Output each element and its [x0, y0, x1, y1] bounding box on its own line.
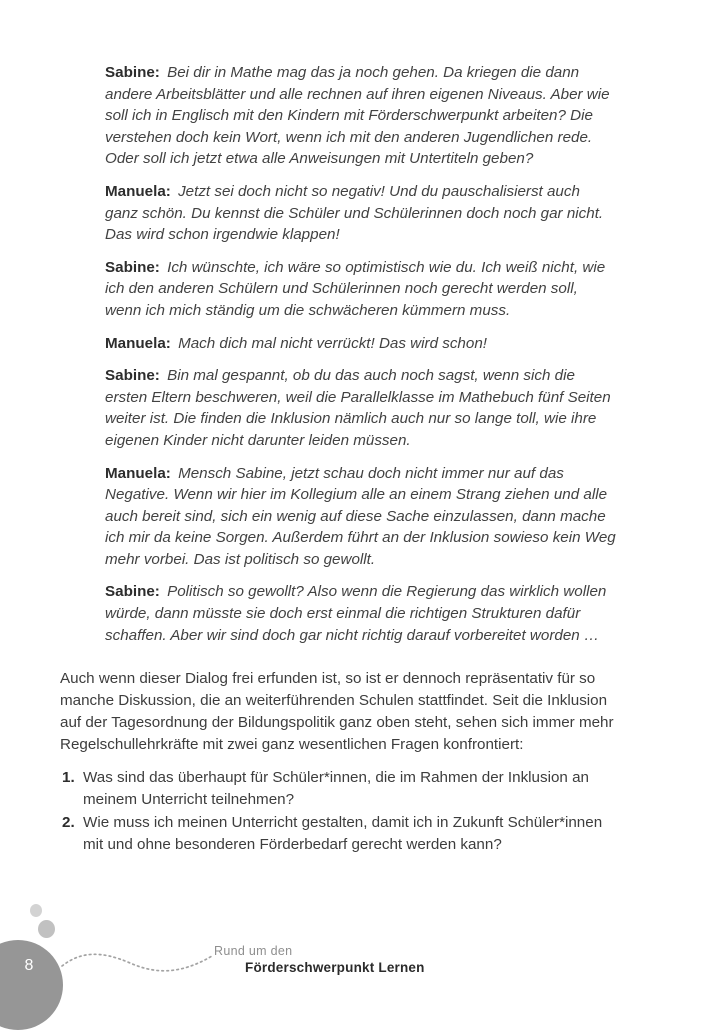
- speech-text: Jetzt sei doch nicht so negativ! Und du pauschalisierst auch ganz schön. Du kennst die Schüler und Schülerinnen doch noch gar nicht. Das wird schon irgendwie klappen!: [105, 182, 604, 244]
- speaker-name: Sabine:: [105, 367, 160, 385]
- speech-text: Ich wünschte, ich wäre so optimistisch wie du. Ich weiß nicht, wie ich den anderen Schülern und Schülerinnen noch gerecht werden soll, wenn ich mich ständig um die schwächeren kümmern muss.: [105, 258, 606, 319]
- speaker-name: Manuela:: [105, 182, 171, 200]
- speaker-name: Sabine:: [105, 258, 160, 276]
- decorative-dot-medium: [38, 920, 55, 938]
- series-title-bottom: Förderschwerpunkt Lernen: [245, 960, 425, 975]
- speaker-name: Manuela:: [105, 334, 171, 352]
- dialog-block: [105, 581, 616, 646]
- intro-paragraph: Auch wenn dieser Dialog frei erfunden ist, so ist er dennoch repräsentativ für so manche Diskussion, die an weiterführenden Schulen stattfindet. Seit die Inklusion auf der Tagesordnung der Bildungspolitik ganz oben steht, sehen sich immer mehr Regelschullehrkräfte mit zwei ganz wesentlichen Fragen konfrontiert:: [60, 670, 614, 753]
- dialog-block: [105, 257, 616, 322]
- dotted-wave-line: [50, 943, 220, 985]
- page-content: [60, 62, 616, 857]
- speaker-name: Manuela:: [105, 464, 171, 482]
- question-item: [60, 812, 616, 856]
- question-text: Was sind das überhaupt für Schüler*innen, die im Rahmen der Inklusion an meinem Unterricht teilnehmen?: [83, 769, 589, 809]
- speech-text: Bin mal gespannt, ob du das auch noch sagst, wenn sich die ersten Eltern beschweren, weil die Parallelklasse im Mathebuch fünf Seiten weiter ist. Die finden die Inklusion nämlich auch nur so lange toll, wie ihre eigenen Kinder nicht darunter leiden müssen.: [105, 367, 611, 449]
- decorative-dot-small: [30, 904, 42, 917]
- question-text: Wie muss ich meinen Unterricht gestalten, damit ich in Zukunft Schüler*innen mit und ohne besonderen Förderbedarf gerecht werden kann?: [83, 814, 603, 853]
- question-number: 1.: [62, 769, 75, 787]
- speaker-name: Sabine:: [105, 64, 160, 81]
- dialog-block: [105, 62, 616, 170]
- series-title-top: Rund um den: [214, 944, 293, 958]
- speech-text: Mach dich mal nicht verrückt! Das wird schon!: [178, 334, 487, 352]
- question-list: [60, 767, 616, 855]
- question-number: 2.: [62, 814, 75, 832]
- dialog-block: [105, 333, 616, 355]
- speech-text: Mensch Sabine, jetzt schau doch nicht immer nur auf das Negative. Wenn wir hier im Kollegium alle an einem Strang ziehen und alle auch bereit sind, sich ein wenig auf diese Sache einzulassen, dann mache ich mir da keine Sorgen. Außerdem führt an der Inklusion sowieso kein Weg mehr vorbei. Das ist politisch so gewollt.: [105, 464, 616, 568]
- dialog-block: [105, 365, 616, 451]
- dialog-block: [105, 463, 616, 571]
- speaker-name: Sabine:: [105, 583, 160, 601]
- page-number: 8: [24, 957, 34, 974]
- question-item: [60, 767, 616, 811]
- dialog-block: [105, 181, 616, 246]
- speech-text: Bei dir in Mathe mag das ja noch gehen. Da kriegen die dann andere Arbeitsblätter und alle rechnen auf ihren eigenen Niveaus. Aber wie soll ich in Englisch mit den Kindern mit Förderschwerpunkt arbeiten? Die verstehen doch kein Wort, wenn ich mit den anderen Jugendlichen rede. Oder soll ich jetzt etwa alle Anweisungen mit Untertiteln geben?: [105, 64, 610, 168]
- speech-text: Politisch so gewollt? Also wenn die Regierung das wirklich wollen würde, dann müsste sie doch erst einmal die richtigen Strukturen dafür schaffen. Aber wir sind doch gar nicht richtig darauf vorbereitet worden …: [105, 583, 607, 644]
